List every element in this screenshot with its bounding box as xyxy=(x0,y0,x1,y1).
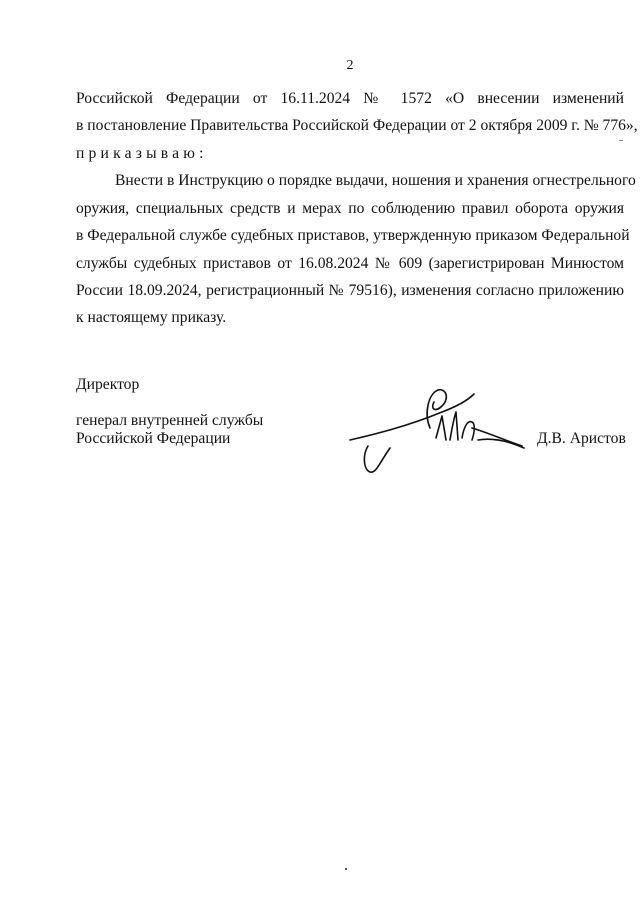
order-word: приказываю: xyxy=(76,145,208,162)
body-line-2: оружия, специальных средств и мерах по соблюдению правил оборота оружия xyxy=(76,200,624,217)
body-line-1: Внести в Инструкцию о порядке выдачи, ношения и хранения огнестрельного xyxy=(115,172,636,189)
signature-stroke-letters-2 xyxy=(450,412,458,440)
margin-mark xyxy=(619,140,623,141)
signature-stroke-hook xyxy=(364,446,390,472)
signature-stroke-letters-1 xyxy=(436,416,446,440)
intro-line-1: Российской Федерации от 16.11.2024 № 1572 «О внесении изменений xyxy=(76,90,624,107)
page-number: 2 xyxy=(346,58,354,73)
body-line-6: к настоящему приказу. xyxy=(76,309,227,326)
signatory-title: Директор xyxy=(76,376,140,393)
handwritten-signature xyxy=(346,388,530,476)
signature-stroke-tail xyxy=(472,428,522,446)
intro-line-2: в постановление Правительства Российской Федерации от 2 октября 2009 г. № 776», xyxy=(76,117,638,134)
body-line-4: службы судебных приставов от 16.08.2024 № 609 (зарегистрирован Минюстом xyxy=(76,255,624,272)
signatory-rank-line-2: Российской Федерации xyxy=(76,430,231,447)
body-line-5: России 18.09.2024, регистрационный № 79516), изменения согласно приложению xyxy=(76,282,624,299)
signature-stroke-base xyxy=(350,394,474,440)
signatory-name: Д.В. Аристов xyxy=(537,430,626,447)
body-line-3: в Федеральной службе судебных приставов, утвержденную приказом Федеральной xyxy=(76,227,630,244)
scan-speck xyxy=(345,868,347,870)
signatory-rank-line-1: генерал внутренней службы xyxy=(76,412,264,429)
signature-stroke-letters-3 xyxy=(462,422,474,440)
